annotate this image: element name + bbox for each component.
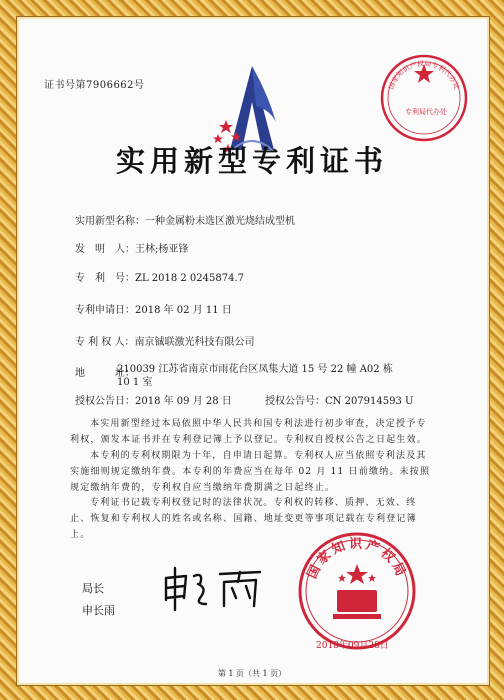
handwritten-signature-icon [160,564,270,614]
patent-holder-label: 专 利 权 人： [75,337,135,348]
agency-seal-icon [378,52,470,144]
grant-number-label: 授权公告号： [265,396,325,407]
field-grant-number [265,392,413,407]
office-seal-icon [296,530,418,652]
utility-model-name-label: 实用新型名称： [75,216,145,227]
address-label: 地 址： [75,368,135,379]
office-seal-ring-text: 国家知识产权局 [304,537,410,582]
patent-holder-value: 南京铖联激光科技有限公司 [134,337,255,348]
grant-date-value: 2018 年 09 月 28 日 [135,396,232,407]
certificate-title: 实用新型专利证书 [115,144,388,178]
patent-number-label: 专 利 号： [75,273,135,284]
director-name: 申长雨 [82,604,115,617]
paragraph-patent-term: 本专利的专利权期限为十年，自申请日起算。专利权人应当依照专利法及其实施细则规定缴纳年费。本专利的年费应当在每年 02 月 11 日前缴纳。未按照规定缴纳年费的，专利权自应当缴纳年费期满之日起终止。 [70,451,431,493]
grant-date-label: 授权公告日： [75,396,135,407]
paragraph-legal-status: 专利证书记载专利权登记时的法律状况。专利权的转移、质押、无效、终止、恢复和专利权人的姓名或名称、国籍、地址变更等事项记载在专利登记簿上。 [70,498,417,540]
grant-number-value: CN 207914593 U [325,396,414,407]
inventor-label: 发 明 人： [75,244,135,255]
director-title: 局长 [82,582,104,595]
filing-date-label: 专利申请日： [75,305,135,316]
page-number: 第 1 页（共 1 页） [217,669,287,678]
field-patent-number [75,269,244,284]
agency-seal-subtext: 专利局代办处 [405,108,447,116]
patent-number-value: ZL 2018 2 0245874.7 [135,273,245,284]
seal-date: 2018年09月28日 [316,641,389,651]
field-patent-holder [75,333,255,348]
inventor-value: 王林;杨亚锋 [135,244,189,255]
certificate-number: 证书号第7906662号 [44,80,145,91]
field-inventor [75,240,188,255]
filing-date-value: 2018 年 02 月 11 日 [135,305,232,316]
field-grant-date [75,392,232,407]
field-utility-model-name [75,212,295,227]
utility-model-name-value: 一种金属粉末选区激光烧结成型机 [145,216,295,227]
field-filing-date [75,301,232,316]
paragraph-grant-decision: 本实用新型经过本局依照中华人民共和国专利法进行初步审查，决定授予专利权，颁发本证书并在专利登记簿上予以登记。专利权自授权公告之日起生效。 [70,419,428,445]
agency-seal-ring-text: 国家知识产权局专利代办处 [387,59,461,91]
address-value: 210039 江苏省南京市雨花台区凤集大道 15 号 22 幢 A02 栋 10 1 室 [117,364,393,388]
